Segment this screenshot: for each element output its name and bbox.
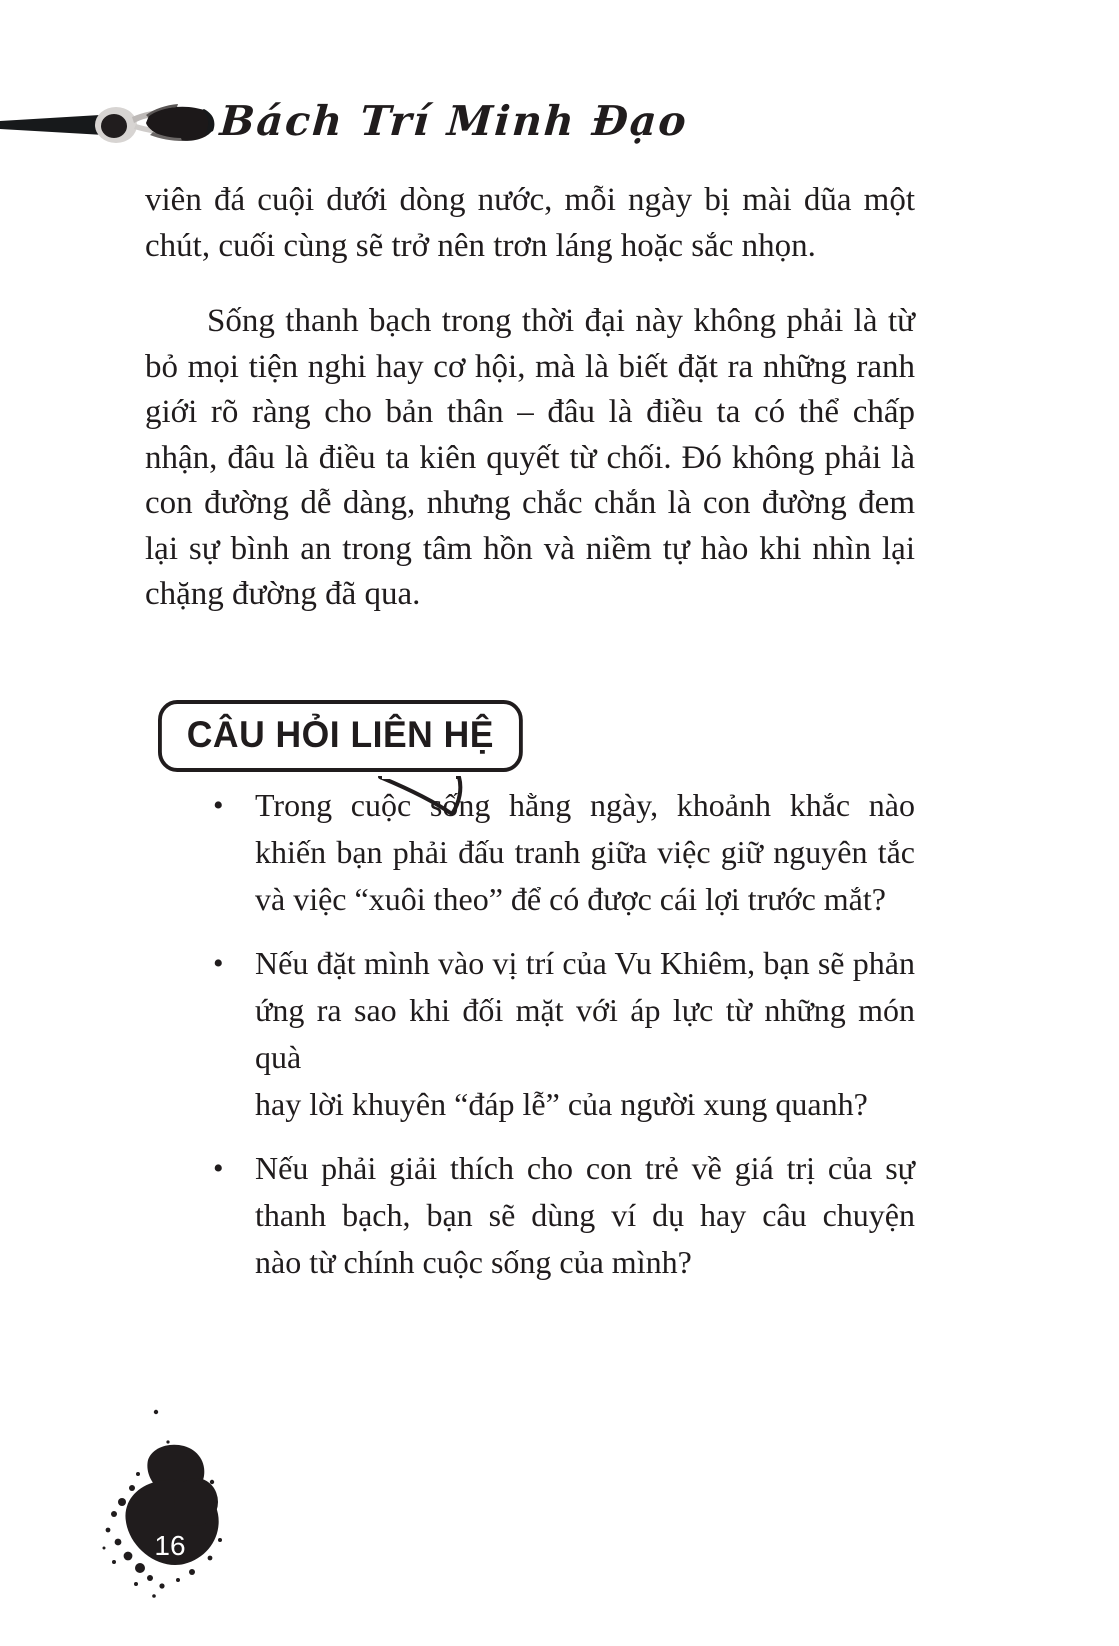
question-text — [255, 940, 915, 1128]
related-questions-callout — [158, 700, 538, 772]
paragraph — [145, 299, 915, 618]
ink-brush-icon — [0, 95, 220, 157]
page-header — [0, 95, 1119, 157]
question-line: Trong cuộc sống hằng ngày, khoảnh khắc nào — [255, 787, 915, 823]
question-line: và việc “xuôi theo” để có được cái lợi trước mắt? — [255, 881, 886, 917]
paragraph-line: giới rõ ràng cho bản thân – đâu là điều ta có thể chấp — [145, 394, 915, 430]
ink-splat-icon — [92, 1390, 282, 1620]
question-line: nào từ chính cuộc sống của mình? — [255, 1244, 692, 1280]
bullet-icon: • — [213, 1152, 224, 1185]
question-line: ứng ra sao khi đối mặt với áp lực từ những món quà — [255, 992, 915, 1075]
bullet-icon: • — [213, 789, 224, 822]
question-line: Nếu phải giải thích cho con trẻ về giá trị của sự — [255, 1150, 915, 1186]
paragraph-line: con đường dễ dàng, nhưng chắc chắn là con đường đem — [145, 485, 915, 521]
question-line: Nếu đặt mình vào vị trí của Vu Khiêm, bạn sẽ phản — [255, 945, 915, 981]
paragraph-line: nhận, đâu là điều ta kiên quyết từ chối. Đó không phải là — [145, 439, 915, 476]
question-list — [213, 782, 915, 1303]
paragraph-line: chặng đường đã qua. — [145, 576, 421, 612]
question-text — [255, 1145, 915, 1286]
page-footer — [92, 1390, 282, 1620]
question-line: khiến bạn phải đấu tranh giữa việc giữ nguyên tắc — [255, 834, 915, 870]
paragraph-line: bỏ mọi tiện nghi hay cơ hội, mà là biết đặt ra những ranh — [145, 348, 915, 385]
bullet-icon: • — [213, 947, 224, 980]
paragraph-line: Sống thanh bạch trong thời đại này không phải là từ — [207, 303, 915, 339]
paragraph — [145, 178, 915, 269]
callout-label: CÂU HỎI LIÊN HỆ — [186, 714, 494, 755]
list-item — [213, 782, 915, 923]
list-item — [213, 1145, 915, 1286]
body-text — [145, 178, 915, 648]
paragraph-line: chút, cuối cùng sẽ trở nên trơn láng hoặc sắc nhọn. — [145, 227, 816, 264]
page-number: 16 — [154, 1530, 186, 1561]
question-line: thanh bạch, bạn sẽ dùng ví dụ hay câu chuyện — [255, 1197, 915, 1233]
paragraph-line: viên đá cuội dưới dòng nước, mỗi ngày bị mài dũa một — [145, 182, 915, 218]
paragraph-line: lại sự bình an trong tâm hồn và niềm tự hào khi nhìn lại — [145, 530, 915, 567]
book-title: Bách Trí Minh Đạo — [218, 97, 690, 145]
list-item — [213, 940, 915, 1128]
question-line: hay lời khuyên “đáp lễ” của người xung quanh? — [255, 1086, 868, 1122]
question-text — [255, 782, 915, 923]
speech-bubble — [158, 700, 523, 772]
